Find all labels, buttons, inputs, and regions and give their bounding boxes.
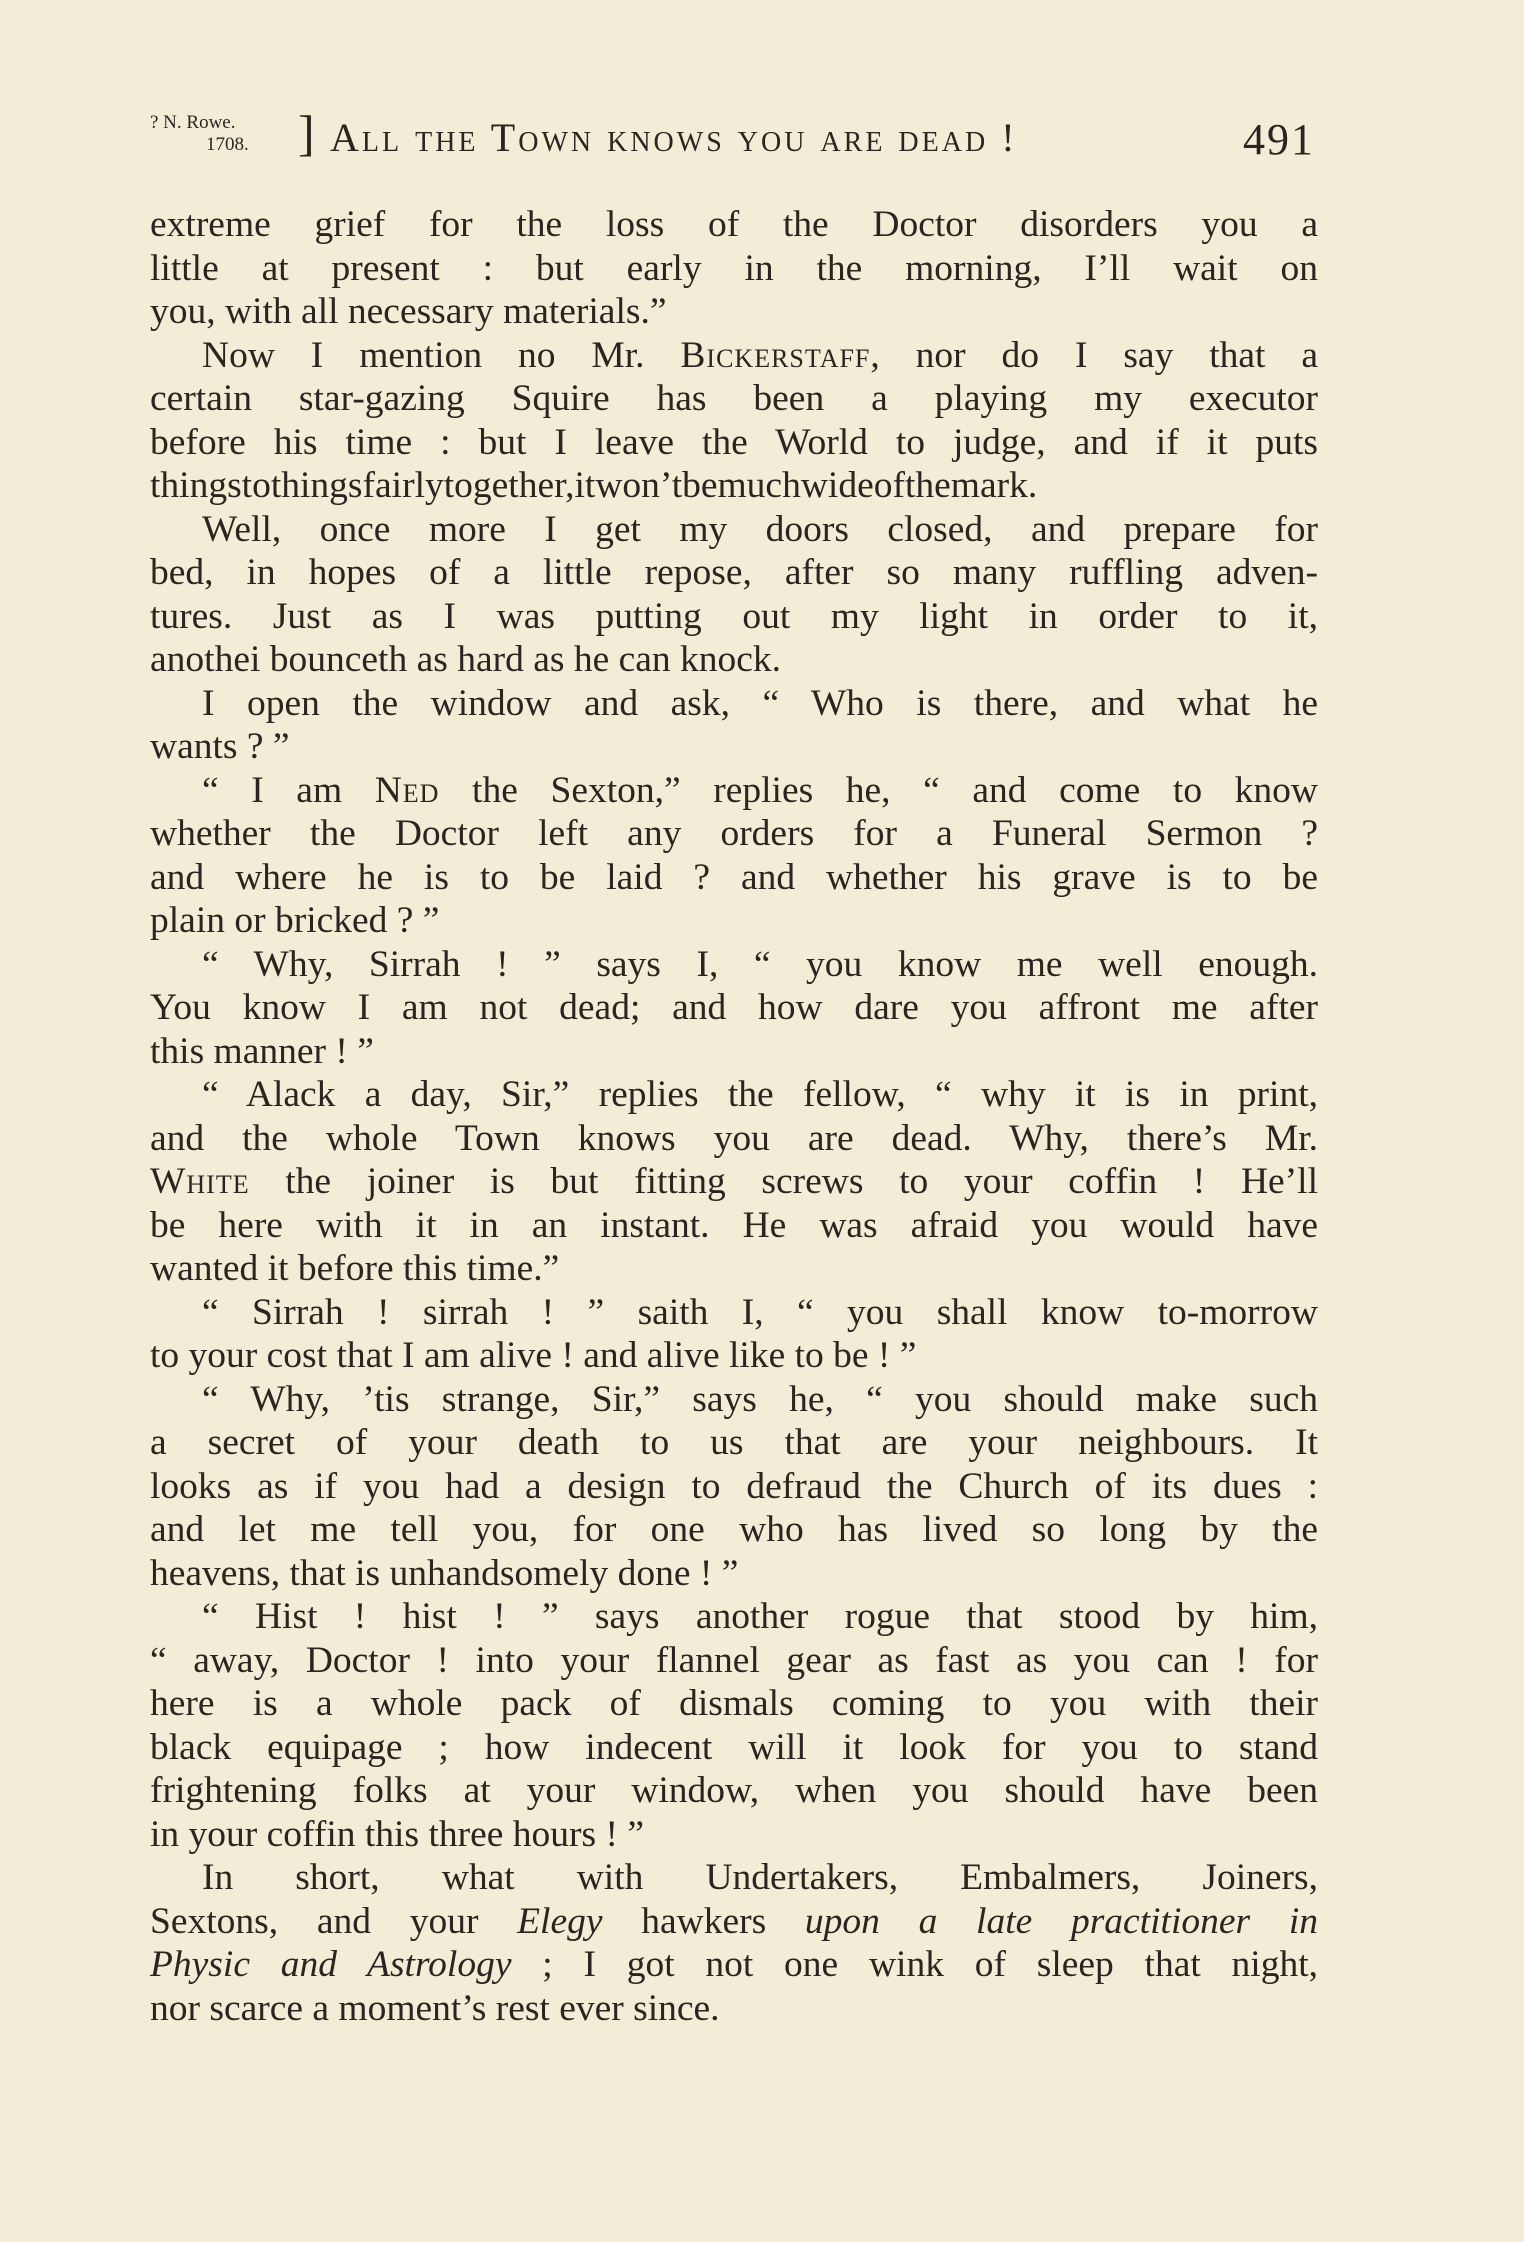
italic-text: upon a late practitioner in: [804, 1900, 1318, 1942]
text-segment: a secret of your death to us that are your neighbours. It: [150, 1422, 1318, 1463]
text-segment: ; I got not one wink of sleep that night,: [511, 1944, 1319, 1985]
text-line: [150, 203, 1318, 247]
text-segment: , nor do I say that a: [870, 334, 1318, 376]
text-segment: In short, what with Undertakers, Embalmers, Joiners,: [202, 1857, 1318, 1898]
text-line: [150, 1378, 1318, 1422]
text-line: [150, 769, 1318, 813]
text-line: [150, 551, 1318, 595]
text-segment: wanted it before this time.”: [150, 1248, 560, 1289]
text-segment: “ Sirrah ! sirrah ! ” saith I, “ you shall know to-morrow: [202, 1291, 1318, 1333]
text-segment: thingstothingsfairlytogether,itwon’tbemuchwideofthemark.: [150, 465, 1038, 506]
text-line: [150, 1421, 1318, 1465]
text-segment: tures. Just as I was putting out my light in order to it,: [150, 595, 1318, 637]
small-caps-name: White: [150, 1161, 250, 1202]
text-segment: before his time : but I leave the World to judge, and if it puts: [150, 421, 1318, 463]
text-segment: bed, in hopes of a little repose, after so many ruffling adven-: [150, 552, 1318, 593]
source-attribution: [150, 112, 249, 156]
text-segment: “ Hist ! hist ! ” says another rogue that stood by him,: [202, 1596, 1318, 1637]
source-author: ? N. Rowe.: [150, 112, 236, 133]
text-line: [150, 1813, 1318, 1857]
text-segment: Well, once more I get my doors closed, and prepare for: [202, 508, 1318, 550]
text-line: [150, 508, 1318, 552]
small-caps-name: Bickerstaff: [680, 334, 871, 376]
small-caps-name: Ned: [374, 769, 440, 811]
text-line: [150, 1726, 1318, 1770]
text-segment: Sextons, and your: [150, 1900, 518, 1942]
text-segment: wants ? ”: [150, 726, 290, 767]
text-segment: and let me tell you, for one who has lived so long by the: [150, 1509, 1318, 1550]
text-line: [150, 421, 1318, 465]
text-segment: Now I mention no Mr.: [202, 334, 681, 376]
page-number: 491: [1243, 115, 1315, 164]
text-segment: hawkers: [602, 1900, 805, 1942]
text-segment: “ I am: [202, 769, 375, 811]
text-line: [150, 1769, 1318, 1813]
italic-text: Elegy: [517, 1900, 603, 1942]
text-line: [150, 1856, 1318, 1900]
text-segment: nor scarce a moment’s rest ever since.: [150, 1987, 720, 2029]
text-segment: “ away, Doctor ! into your flannel gear as fast as you can ! for: [150, 1639, 1318, 1681]
text-segment: the joiner is but fitting screws to your coffin ! He’ll: [249, 1161, 1318, 1202]
text-segment: in your coffin this three hours ! ”: [150, 1813, 644, 1855]
text-line: [150, 290, 1318, 334]
text-line: [150, 1552, 1318, 1596]
text-segment: anothei bounceth as hard as he can knock.: [150, 639, 782, 680]
text-segment: the Sexton,” replies he, “ and come to know: [439, 769, 1318, 811]
text-segment: “ Why, Sirrah ! ” says I, “ you know me well enough.: [202, 943, 1318, 985]
text-line: [150, 247, 1318, 291]
text-segment: plain or bricked ? ”: [150, 900, 440, 941]
text-line: [150, 1117, 1318, 1161]
text-line: [150, 986, 1318, 1030]
text-line: [150, 943, 1318, 987]
text-segment: whether the Doctor left any orders for a Funeral Sermon ?: [150, 813, 1318, 854]
text-segment: this manner ! ”: [150, 1030, 374, 1072]
text-line: [150, 812, 1318, 856]
source-year: 1708.: [206, 134, 249, 155]
text-line: [150, 1943, 1318, 1987]
body-text: [150, 203, 1318, 2030]
source-bracket: ]: [298, 105, 317, 161]
text-line: [150, 1508, 1318, 1552]
text-segment: I open the window and ask, “ Who is there, and what he: [202, 682, 1318, 724]
running-title: All the Town knows you are dead !: [330, 115, 1018, 160]
text-segment: certain star-gazing Squire has been a playing my executor: [150, 378, 1318, 419]
text-line: [150, 725, 1318, 769]
text-segment: here is a whole pack of dismals coming to you with their: [150, 1683, 1318, 1724]
running-head: [150, 105, 1315, 168]
text-line: [150, 595, 1318, 639]
text-segment: little at present : but early in the morning, I’ll wait on: [150, 247, 1318, 289]
text-line: [150, 1334, 1318, 1378]
text-line: [150, 1595, 1318, 1639]
text-line: [150, 1900, 1318, 1944]
text-segment: to your cost that I am alive ! and alive like to be ! ”: [150, 1335, 917, 1376]
text-segment: heavens, that is unhandsomely done ! ”: [150, 1552, 739, 1594]
text-segment: looks as if you had a design to defraud the Church of its dues :: [150, 1465, 1318, 1507]
text-segment: and where he is to be laid ? and whether his grave is to be: [150, 856, 1318, 898]
text-segment: You know I am not dead; and how dare you affront me after: [150, 987, 1318, 1028]
text-segment: and the whole Town knows you are dead. Why, there’s Mr.: [150, 1117, 1318, 1159]
text-line: [150, 1247, 1318, 1291]
text-line: [150, 1204, 1318, 1248]
text-segment: black equipage ; how indecent will it look for you to stand: [150, 1726, 1318, 1768]
text-line: [150, 1073, 1318, 1117]
text-line: [150, 1291, 1318, 1335]
text-segment: “ Alack a day, Sir,” replies the fellow, “ why it is in print,: [202, 1074, 1318, 1115]
text-line: [150, 1639, 1318, 1683]
text-segment: “ Why, ’tis strange, Sir,” says he, “ you should make such: [202, 1378, 1318, 1420]
italic-text: Physic and Astrology: [150, 1944, 512, 1985]
text-line: [150, 334, 1318, 378]
text-line: [150, 377, 1318, 421]
text-line: [150, 464, 1318, 508]
text-segment: frightening folks at your window, when you should have been: [150, 1770, 1318, 1811]
text-segment: extreme grief for the loss of the Doctor disorders you a: [150, 204, 1318, 245]
text-line: [150, 1987, 1318, 2031]
text-line: [150, 856, 1318, 900]
text-line: [150, 1465, 1318, 1509]
text-line: [150, 1160, 1318, 1204]
text-segment: you, with all necessary materials.”: [150, 291, 667, 332]
text-line: [150, 638, 1318, 682]
text-line: [150, 1030, 1318, 1074]
text-line: [150, 682, 1318, 726]
text-line: [150, 1682, 1318, 1726]
text-line: [150, 899, 1318, 943]
text-segment: be here with it in an instant. He was afraid you would have: [150, 1204, 1318, 1246]
